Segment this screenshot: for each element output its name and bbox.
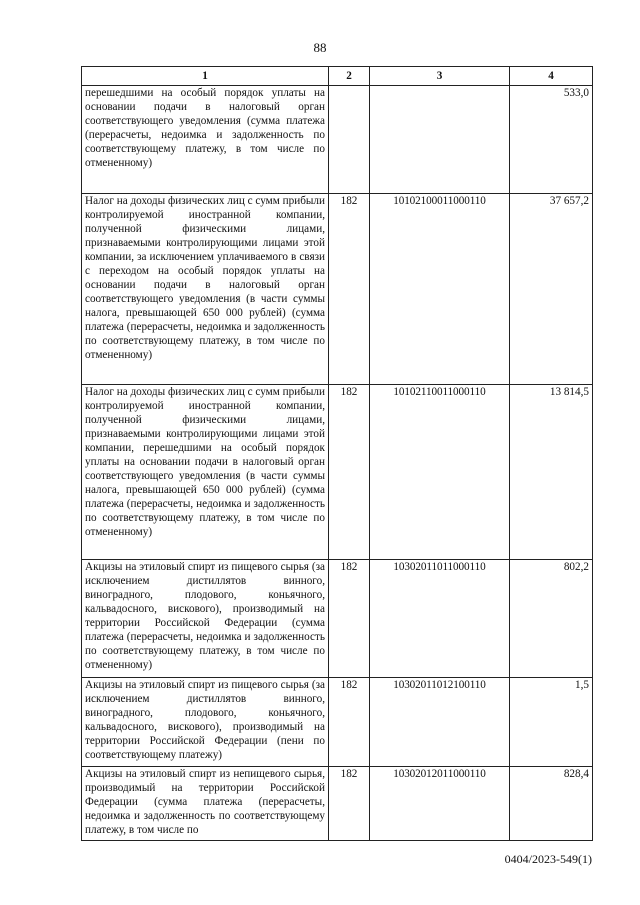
table-row xyxy=(82,86,593,194)
table-row xyxy=(82,194,593,385)
row-description: Налог на доходы физических лиц с сумм прибыли контролируемой иностранной компании, полученной физическими лицами, признаваемыми контролирующими лицами этой компании, за исключением уплачиваемого в связи с переходом на особый порядок уплаты на основании подачи в налоговый орган соответствующего уведомления (в части суммы налога, превышающей 650 000 рублей) (сумма платежа (перерасчеты, недоимка и задолженность по соответствующему платежу, в том числе по отмененному) xyxy=(82,194,329,385)
column-header-4: 4 xyxy=(510,67,593,86)
row-description: Налог на доходы физических лиц с сумм прибыли контролируемой иностранной компании, полученной физическими лицами, признаваемыми контролирующими лицами этой компании, перешедшими на особый порядок уплаты на основании подачи в налоговый орган соответствующего уведомления (в части суммы налога, превышающей 650 000 рублей) (сумма платежа (перерасчеты, недоимка и задолженность по соответствующему платежу, в том числе по отмененному) xyxy=(82,385,329,560)
table-row xyxy=(82,767,593,841)
row-amount: 37 657,2 xyxy=(510,194,593,385)
row-amount: 1,5 xyxy=(510,678,593,767)
row-amount: 13 814,5 xyxy=(510,385,593,560)
table-row xyxy=(82,385,593,560)
table-row xyxy=(82,560,593,678)
column-header-1: 1 xyxy=(82,67,329,86)
row-description: перешедшими на особый порядок уплаты на основании подачи в налоговый орган соответствующего уведомления (сумма платежа (перерасчеты, недоимка и задолженность по соответствующему платежу, в том числе по отмененному) xyxy=(82,86,329,194)
row-classification-code: 10302012011000110 xyxy=(370,767,510,841)
row-classification-code: 10102110011000110 xyxy=(370,385,510,560)
table-row xyxy=(82,678,593,767)
row-admin-code: 182 xyxy=(329,194,370,385)
row-amount: 533,0 xyxy=(510,86,593,194)
column-header-2: 2 xyxy=(329,67,370,86)
row-admin-code: 182 xyxy=(329,385,370,560)
row-description: Акцизы на этиловый спирт из пищевого сырья (за исключением дистиллятов винного, виноградного, плодового, коньячного, кальвадосного, вискового), производимый на территории Российской Федерации (сумма платежа (перерасчеты, недоимка и задолженность по соответствующему платежу, в том числе по отмененному) xyxy=(82,560,329,678)
row-classification-code: 10302011012100110 xyxy=(370,678,510,767)
row-classification-code xyxy=(370,86,510,194)
row-classification-code: 10102100011000110 xyxy=(370,194,510,385)
header-row xyxy=(82,67,593,86)
row-classification-code: 10302011011000110 xyxy=(370,560,510,678)
page-number: 88 xyxy=(313,40,327,55)
row-amount: 828,4 xyxy=(510,767,593,841)
row-description: Акцизы на этиловый спирт из пищевого сырья (за исключением дистиллятов винного, виноградного, плодового, коньячного, кальвадосного, вискового), производимый на территории Российской Федерации (пени по соответствующему платежу) xyxy=(82,678,329,767)
row-amount: 802,2 xyxy=(510,560,593,678)
column-header-3: 3 xyxy=(370,67,510,86)
revenue-table xyxy=(81,66,593,841)
row-admin-code: 182 xyxy=(329,560,370,678)
row-admin-code xyxy=(329,86,370,194)
document-id: 0404/2023-549(1) xyxy=(504,852,592,866)
row-admin-code: 182 xyxy=(329,767,370,841)
row-admin-code: 182 xyxy=(329,678,370,767)
row-description: Акцизы на этиловый спирт из непищевого сырья, производимый на территории Российской Федерации (сумма платежа (перерасчеты, недоимка и задолженность по соответствующему платежу, в том числе по xyxy=(82,767,329,841)
